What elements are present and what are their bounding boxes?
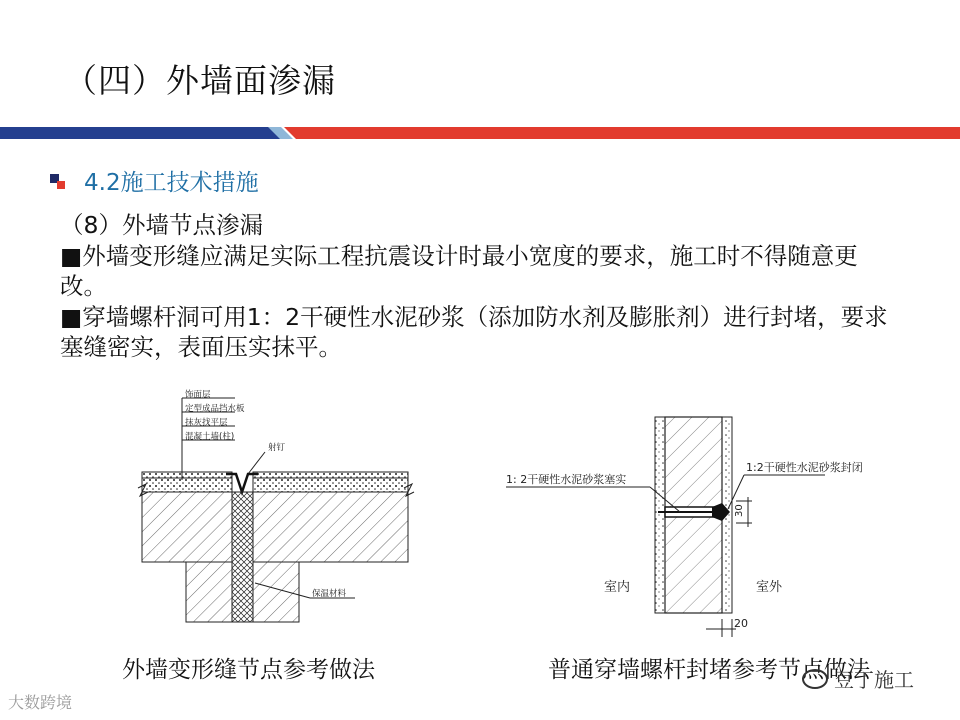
- header-stripe: [0, 123, 960, 141]
- subheading-row: [48, 164, 259, 197]
- label-dim-20: 20: [734, 617, 748, 630]
- label-mortar-seal: 1:2干硬性水泥砂浆封闭: [746, 461, 863, 474]
- paragraph-heading: （8）外墙节点渗漏: [60, 211, 263, 239]
- expansion-joint-diagram: [130, 388, 415, 628]
- paragraph-bolt-hole: ■穿墙螺杆洞可用1：2干硬性水泥砂浆（添加防水剂及膨胀剂）进行封堵，要求塞缝密实，表面压实抹平。: [60, 302, 888, 361]
- subheading: 4.2施工技术措施: [84, 170, 259, 196]
- label-plaster-layer: 抹灰找平层: [185, 418, 228, 428]
- label-water-stop-plate: 定型成品挡水板: [185, 404, 245, 414]
- square-bullet-icon: [48, 170, 70, 192]
- body-text: [60, 210, 900, 363]
- watermark-right-text: 豆丁施工: [834, 668, 914, 692]
- chat-bubble-icon: [802, 669, 828, 689]
- paragraph-expansion-joint: ■外墙变形缝应满足实际工程抗震设计时最小宽度的要求，施工时不得随意更改。: [60, 241, 858, 300]
- watermark-left: 大数跨境: [8, 693, 73, 712]
- label-nail: 射钉: [268, 443, 286, 453]
- label-dim-30: 30: [734, 504, 745, 517]
- caption-bolt-hole: 普通穿墙螺杆封堵参考节点做法: [548, 657, 870, 683]
- label-insulation: 保温材料: [312, 589, 347, 599]
- slide-title: （四）外墙面渗漏: [64, 61, 336, 100]
- label-outdoor: 室外: [756, 580, 783, 595]
- label-mortar-fill: 1: 2干硬性水泥砂浆塞实: [506, 473, 627, 486]
- label-concrete-wall: 混凝土墙(柱): [185, 432, 235, 442]
- caption-expansion-joint: 外墙变形缝节点参考做法: [122, 657, 375, 683]
- watermark-right: [802, 664, 914, 693]
- bolt-hole-diagram: [500, 405, 863, 645]
- label-finish-layer: 饰面层: [185, 390, 211, 400]
- label-indoor: 室内: [604, 580, 631, 595]
